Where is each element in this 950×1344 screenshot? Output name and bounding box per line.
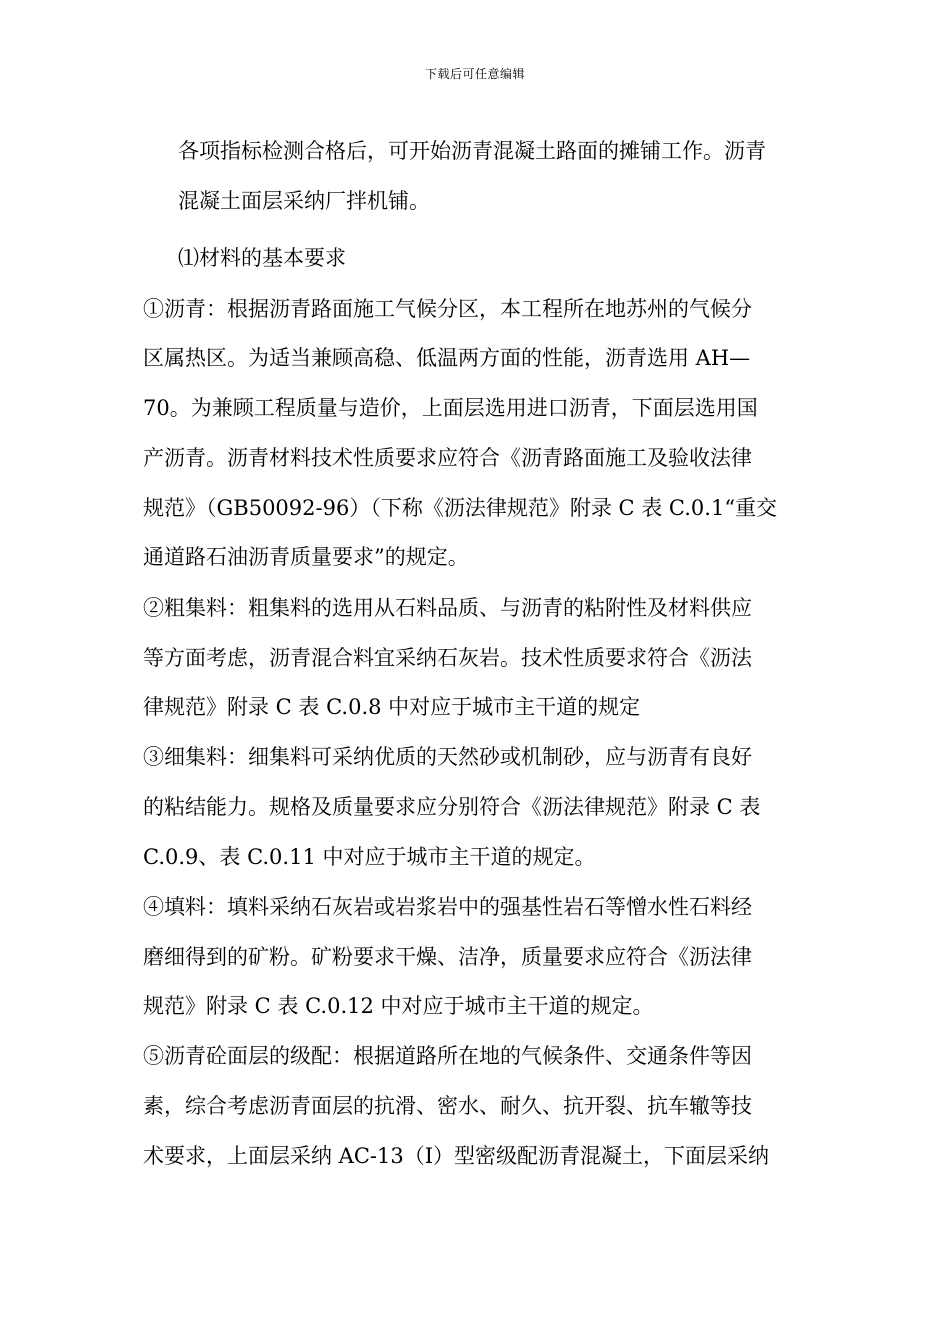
paragraph-line: 规范》（GB50092-96）（下称《沥法律规范》附录 C 表 C.0.1“重交 xyxy=(143,496,778,520)
paragraph-line: 素，综合考虑沥青面层的抗滑、密水、耐久、抗开裂、抗车辙等技 xyxy=(143,1094,752,1118)
page-header: 下载后可任意编辑 xyxy=(424,67,525,81)
paragraph-line: 磨细得到的矿粉。矿粉要求干燥、洁净，质量要求应符合《沥法律 xyxy=(143,945,752,969)
paragraph-line: 的粘结能力。规格及质量要求应分别符合《沥法律规范》附录 C 表 xyxy=(143,795,761,819)
paragraph-line: 等方面考虑，沥青混合料宜采纳石灰岩。技术性质要求符合《沥法 xyxy=(143,646,752,670)
paragraph-line: 混凝土面层采纳厂拌机铺。 xyxy=(178,189,430,213)
paragraph-line: ③细集料：细集料可采纳优质的天然砂或机制砂，应与沥青有良好 xyxy=(143,745,752,769)
paragraph-line: ⑤沥青砼面层的级配：根据道路所在地的气候条件、交通条件等因 xyxy=(143,1044,752,1068)
paragraph-line: 律规范》附录 C 表 C.0.8 中对应于城市主干道的规定 xyxy=(143,695,641,719)
paragraph-line: 区属热区。为适当兼顾高稳、低温两方面的性能，沥青选用 AH— xyxy=(143,346,751,370)
paragraph-line: 术要求，上面层采纳 AC-13（I）型密级配沥青混凝土，下面层采纳 xyxy=(143,1144,770,1168)
paragraph-line: ④填料：填料采纳石灰岩或岩浆岩中的强基性岩石等憎水性石料经 xyxy=(143,895,752,919)
paragraph-line: 通道路石油沥青质量要求”的规定。 xyxy=(143,545,469,569)
paragraph-line: ②粗集料：粗集料的选用从石料品质、与沥青的粘附性及材料供应 xyxy=(143,596,752,620)
paragraph-line: 规范》附录 C 表 C.0.12 中对应于城市主干道的规定。 xyxy=(143,994,654,1018)
paragraph-line: 70。为兼顾工程质量与造价，上面层选用进口沥青，下面层选用国 xyxy=(143,396,758,420)
paragraph-line: 产沥青。沥青材料技术性质要求应符合《沥青路面施工及验收法律 xyxy=(143,446,752,470)
paragraph-line: 各项指标检测合格后，可开始沥青混凝土路面的摊铺工作。沥青 xyxy=(178,139,766,163)
section-heading: ⑴材料的基本要求 xyxy=(178,246,346,270)
paragraph-line: C.0.9、表 C.0.11 中对应于城市主干道的规定。 xyxy=(143,845,596,869)
paragraph-line: ①沥青：根据沥青路面施工气候分区，本工程所在地苏州的气候分 xyxy=(143,297,752,321)
